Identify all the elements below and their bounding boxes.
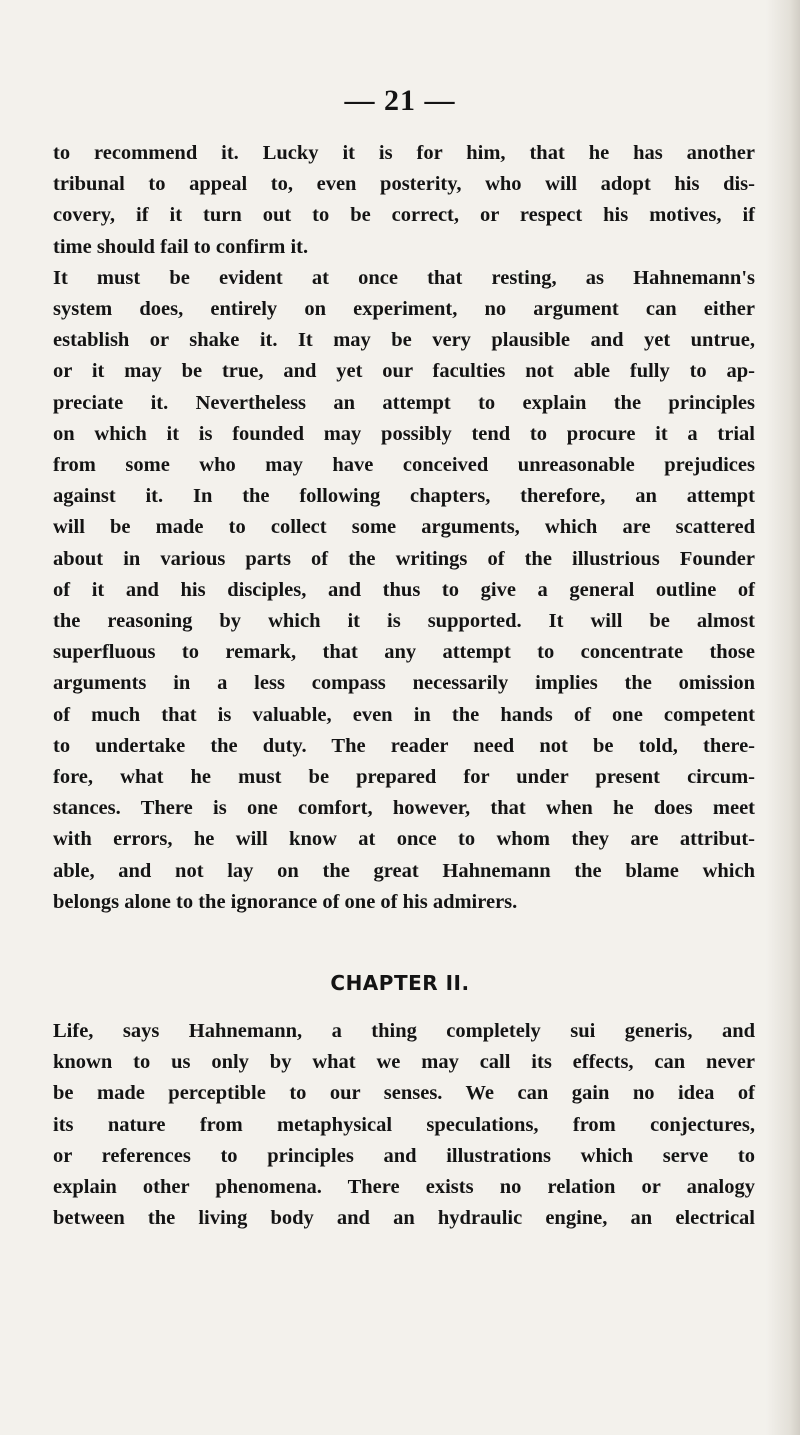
text-line: Life, says Hahnemann, a thing completely sui generis, and [53, 1020, 755, 1042]
text-line: on which it is founded may possibly tend to procure it a trial [53, 422, 755, 445]
text-line: from some who may have conceived unreasonable prejudices [53, 454, 755, 477]
text-line: covery, if it turn out to be correct, or respect his motives, if [53, 204, 755, 227]
text-line: explain other phenomena. There exists no relation or analogy [53, 1176, 755, 1199]
text-line: about in various parts of the writings of the illustrious Founder [53, 547, 755, 570]
text-line: able, and not lay on the great Hahnemann the blame which [53, 859, 755, 882]
page-number: — 21 — [344, 84, 456, 117]
page-edge-shadow [766, 0, 800, 1435]
text-line: It must be evident at once that resting, as Hahnemann's [53, 266, 755, 289]
text-line: superfluous to remark, that any attempt to concentrate those [53, 641, 755, 664]
text-line: fore, what he must be prepared for under present circum- [53, 766, 755, 789]
text-line: arguments in a less compass necessarily implies the omission [53, 672, 755, 695]
text-line: time should fail to confirm it. [53, 235, 309, 258]
text-line: be made perceptible to our senses. We can gain no idea of [53, 1082, 755, 1105]
text-line: stances. There is one comfort, however, that when he does meet [53, 797, 755, 820]
text-line: will be made to collect some arguments, which are scattered [53, 516, 755, 539]
text-line: its nature from metaphysical speculations, from conjectures, [53, 1113, 755, 1136]
text-line: tribunal to appeal to, even posterity, who will adopt his dis- [53, 173, 755, 196]
text-line: between the living body and an hydraulic engine, an electrical [53, 1207, 755, 1230]
text-line: belongs alone to the ignorance of one of his admirers. [53, 890, 518, 913]
text-line: to undertake the duty. The reader need not be told, there- [53, 734, 755, 757]
body-text-section-1 [53, 138, 755, 918]
text-line: of it and his disciples, and thus to give a general outline of [53, 578, 755, 601]
body-text-section-2 [53, 1016, 755, 1234]
text-line: system does, entirely on experiment, no argument can either [53, 298, 755, 321]
text-line: or it may be true, and yet our faculties not able fully to ap- [53, 360, 755, 383]
text-line: of much that is valuable, even in the hands of one competent [53, 703, 755, 726]
text-line: to recommend it. Lucky it is for him, that he has another [53, 142, 755, 164]
text-line: against it. In the following chapters, therefore, an attempt [53, 485, 755, 508]
text-line: preciate it. Nevertheless an attempt to explain the principles [53, 391, 755, 414]
text-line: establish or shake it. It may be very plausible and yet untrue, [53, 329, 755, 352]
text-line: with errors, he will know at once to whom they are attribut- [53, 828, 755, 851]
text-line: the reasoning by which it is supported. It will be almost [53, 610, 755, 633]
text-line: or references to principles and illustrations which serve to [53, 1144, 755, 1167]
text-line: known to us only by what we may call its effects, can never [53, 1051, 755, 1074]
chapter-heading: CHAPTER II. [330, 971, 470, 995]
